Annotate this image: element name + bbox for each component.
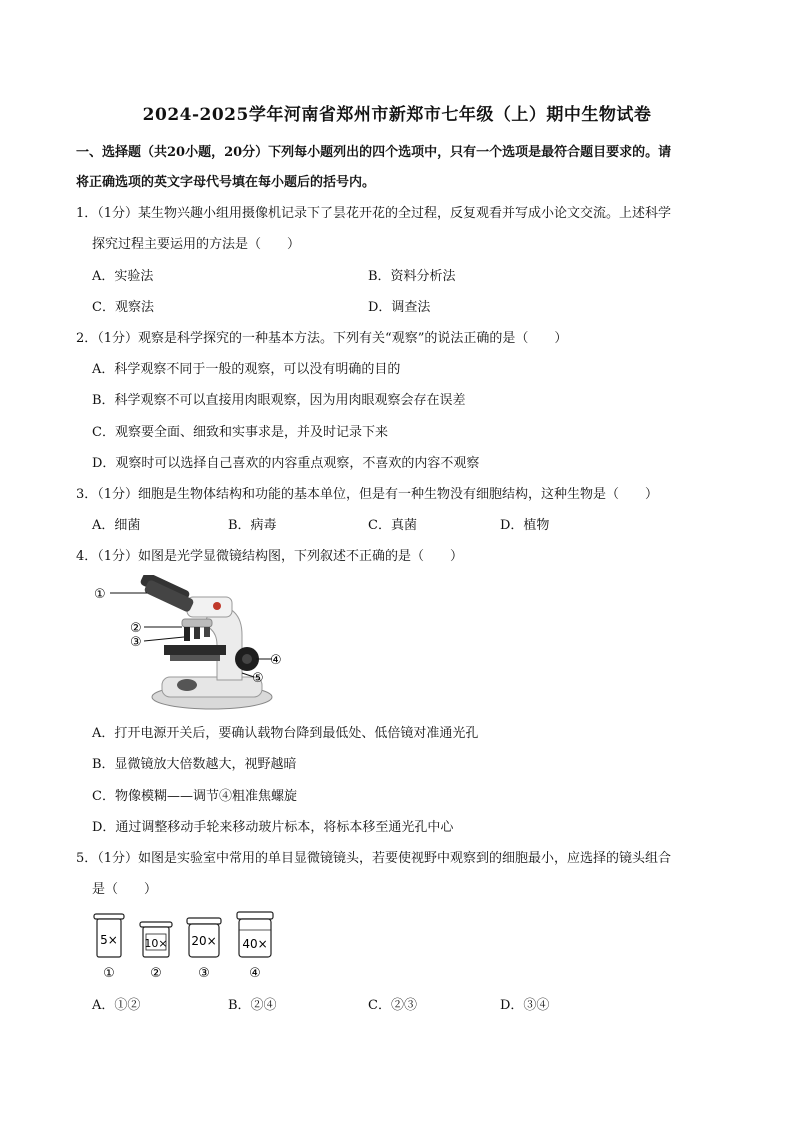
page-title: 2024-2025学年河南省郑州市新郑市七年级（上）期中生物试卷 (142, 105, 652, 125)
microscope-base-top (162, 677, 262, 697)
question-5-stem-line2: 是（ ） (92, 882, 158, 897)
lens-4-mag: 40× (242, 937, 268, 951)
question-1-option-b: B．资料分析法 (368, 269, 456, 284)
lens-1-num: ① (103, 966, 115, 981)
question-4-option-a: A．打开电源开关后，要确认载物台降到最低处、低倍镜对准通光孔 (92, 726, 479, 741)
question-1-option-d: D．调查法 (368, 300, 431, 315)
section-instructions-line2: 将正确选项的英文字母代号填在每小题后的括号内。 (76, 175, 376, 190)
question-3-stem: 3．（1分）细胞是生物体结构和功能的基本单位，但是有一种生物没有细胞结构，这种生物是（ ） (76, 487, 659, 502)
lens-2-num: ② (150, 966, 162, 981)
microscope-head (187, 597, 232, 617)
question-1-stem-line1: 1．（1分）某生物兴趣小组用摄像机记录下了昙花开花的全过程，反复观看并写成小论文交流。上述科学 (76, 206, 672, 221)
question-5-option-c: C．②③ (368, 998, 417, 1013)
fine-focus-knob (242, 654, 252, 664)
nosepiece (182, 619, 212, 627)
objective-1 (184, 627, 190, 641)
question-5-option-a: A．①② (92, 998, 141, 1013)
question-4-option-c: C．物像模糊——调节④粗准焦螺旋 (92, 789, 297, 804)
question-4-stem: 4．（1分）如图是光学显微镜结构图，下列叙述不正确的是（ ） (76, 549, 464, 564)
lens-2-mag: 10× (144, 937, 168, 950)
figure-label-3: ③ (130, 635, 142, 650)
question-3-option-d: D．植物 (500, 518, 550, 533)
section-instructions-line1: 一、选择题（共20小题，20分）下列每小题列出的四个选项中，只有一个选项是最符合题目要求的。请 (76, 145, 672, 160)
figure-label-2: ② (130, 621, 142, 636)
question-2-option-b: B．科学观察不可以直接用肉眼观察，因为用肉眼观察会存在误差 (92, 393, 466, 408)
lens-3-num: ③ (198, 966, 210, 981)
light-source (177, 679, 197, 691)
figure-label-4: ④ (270, 653, 282, 668)
stage-holder (170, 655, 220, 661)
lens-1 (94, 914, 124, 981)
question-5-option-d: D．③④ (500, 998, 550, 1013)
question-3-option-b: B．病毒 (228, 518, 277, 533)
question-5-stem-line1: 5．（1分）如图是实验室中常用的单目显微镜镜头，若要使视野中观察到的细胞最小，应选择的镜头组合 (76, 851, 672, 866)
leader-line-3 (144, 637, 184, 641)
question-5-option-b: B．②④ (228, 998, 277, 1013)
lens-3-mag: 20× (191, 934, 217, 948)
question-1-option-c: C．观察法 (92, 300, 154, 315)
microscope-figure (92, 575, 282, 715)
figure-label-1: ① (94, 587, 106, 602)
lens-4-num: ④ (249, 966, 261, 981)
lens-3 (187, 918, 221, 981)
question-2-stem: 2．（1分）观察是科学探究的一种基本方法。下列有关“观察”的说法正确的是（ ） (76, 331, 568, 346)
objective-2 (194, 627, 200, 639)
question-2-option-a: A．科学观察不同于一般的观察，可以没有明确的目的 (92, 362, 401, 377)
question-2-option-c: C．观察要全面、细致和实事求是，并及时记录下来 (92, 425, 388, 440)
objective-3 (204, 627, 210, 637)
question-4-option-d: D．通过调整移动手轮来移动玻片标本，将标本移至通光孔中心 (92, 820, 454, 835)
question-1-stem-line2: 探究过程主要运用的方法是（ ） (92, 237, 301, 252)
lens-4 (237, 912, 273, 981)
question-1-option-a: A．实验法 (92, 269, 154, 284)
head-dot (213, 602, 221, 610)
question-3-option-c: C．真菌 (368, 518, 417, 533)
lens-1-mag: 5× (100, 933, 118, 947)
question-2-option-d: D．观察时可以选择自己喜欢的内容重点观察，不喜欢的内容不观察 (92, 456, 480, 471)
question-4-option-b: B．显微镜放大倍数越大，视野越暗 (92, 757, 297, 772)
lens-2 (140, 922, 172, 981)
figure-label-5: ⑤ (252, 671, 264, 686)
lenses-figure (88, 910, 288, 985)
microscope-stage (164, 645, 226, 655)
question-3-option-a: A．细菌 (92, 518, 141, 533)
